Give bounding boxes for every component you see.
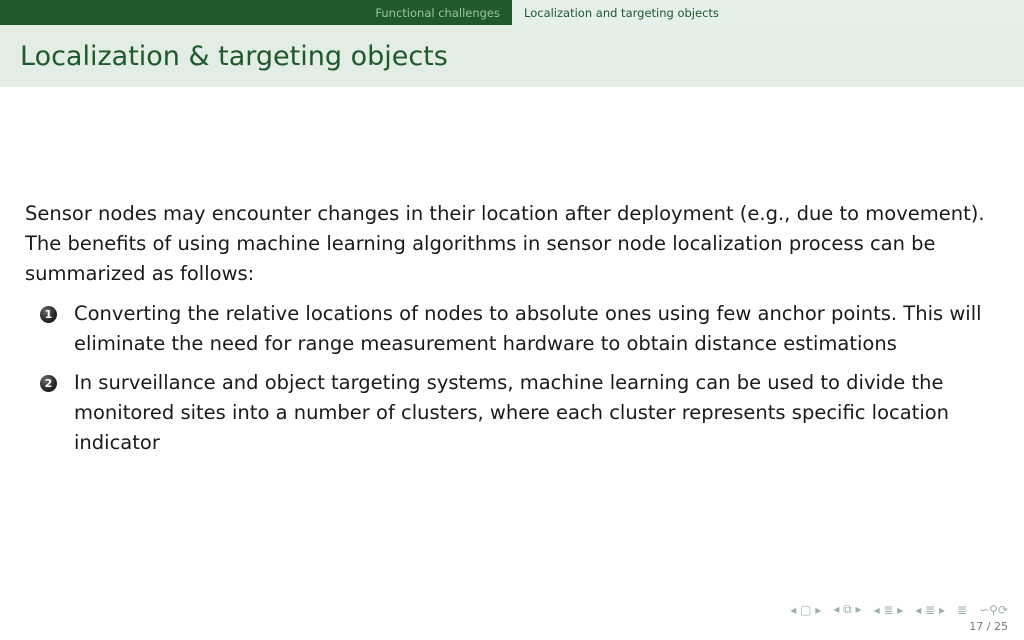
header-navigation-bar <box>0 0 1024 25</box>
item-number-ball: 2 <box>40 375 57 392</box>
intro-paragraph: Sensor nodes may encounter changes in their location after deployment (e.g., due to movement). The benefits of using machine learning algorithms in sensor node localization process can be summarized as follows: <box>25 202 985 285</box>
item-number-ball: 1 <box>40 306 57 323</box>
subsection-link[interactable]: Localization and targeting objects <box>512 0 1024 25</box>
list-item <box>25 299 1000 359</box>
list-item <box>25 368 1000 458</box>
subsection-nav-icon[interactable]: ◂ ⧉ ▸ <box>833 602 862 616</box>
appendix-nav-icon[interactable]: ≣ <box>957 602 968 617</box>
frame-nav-icon[interactable]: ◂ ▢ ▸ <box>790 602 822 617</box>
search-back-forward-icon[interactable]: ∽⚲⟳ <box>979 602 1008 617</box>
beamer-navigation-controls <box>790 602 1008 617</box>
section-nav-icon[interactable]: ◂ ≣ ▸ <box>873 602 904 617</box>
list-item-text: Converting the relative locations of nodes to absolute ones using few anchor points. This will eliminate the need for range measurement hardware to obtain distance estimations <box>74 302 982 355</box>
enumerated-list <box>25 299 1000 458</box>
document-nav-icon[interactable]: ◂ ≣ ▸ <box>915 602 946 617</box>
slide-body <box>25 199 1000 467</box>
page-number: 17 / 25 <box>969 620 1008 633</box>
list-item-text: In surveillance and object targeting systems, machine learning can be used to divide the monitored sites into a number of clusters, where each cluster represents specific location indicator <box>74 371 950 454</box>
section-link[interactable]: Functional challenges <box>0 0 512 25</box>
frame-title-bar <box>0 25 1024 87</box>
slide-title: Localization & targeting objects <box>20 40 448 72</box>
